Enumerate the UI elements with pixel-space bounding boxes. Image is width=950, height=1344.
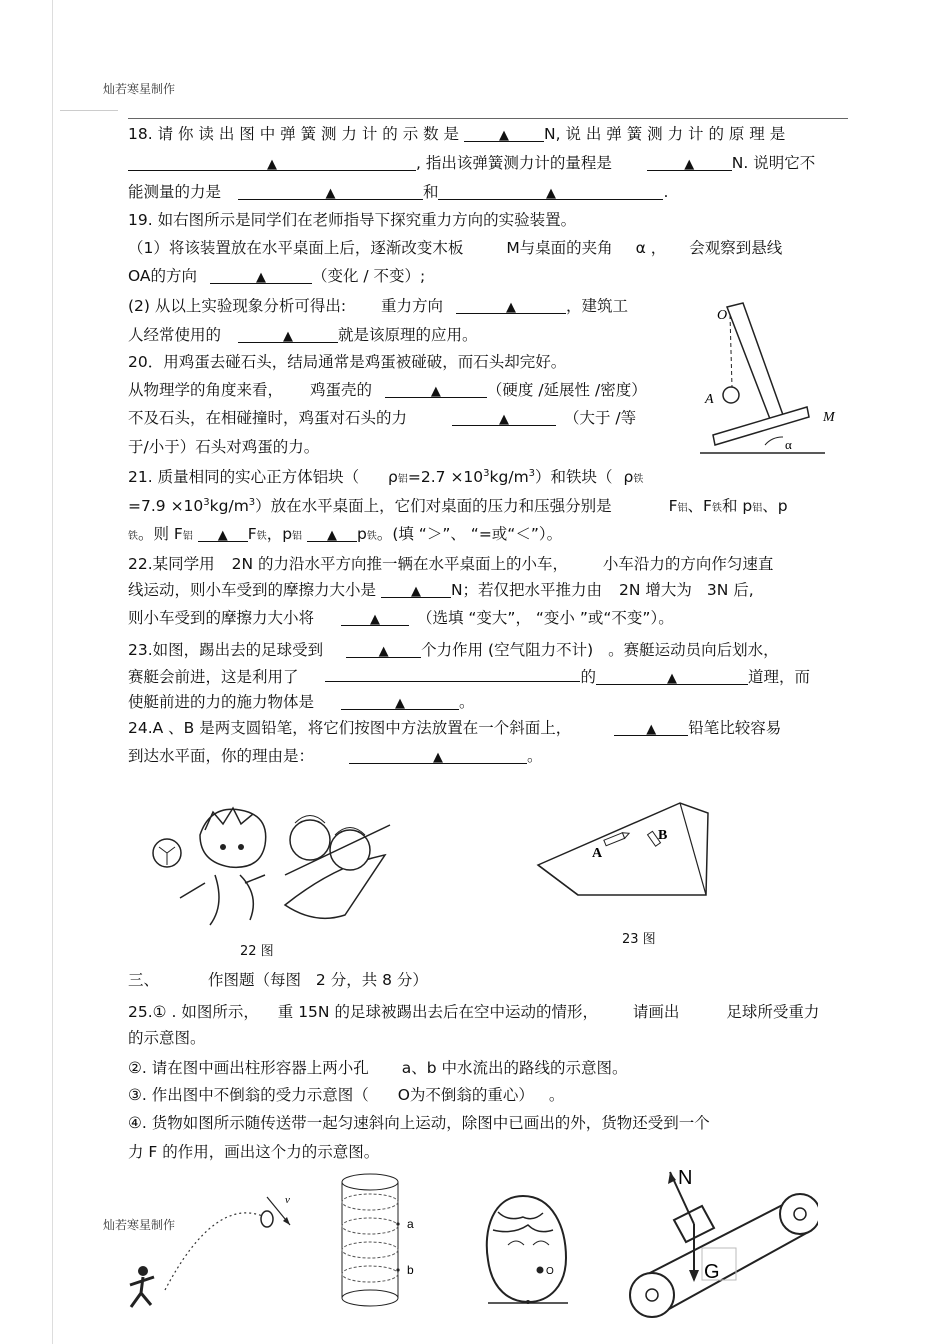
text: 不及石头，在相碰撞时，鸡蛋对石头的力 <box>128 409 408 427</box>
text: 。(填 “＞”、 “=或“＜”）。 <box>376 525 563 543</box>
trajectory-path <box>165 1213 265 1290</box>
q20-line2 <box>128 380 647 400</box>
text: 铝 <box>397 474 408 486</box>
text: 三、 <box>128 971 160 989</box>
marker: ▲ <box>369 612 380 627</box>
answer-blank <box>238 182 423 200</box>
slope-body <box>538 803 708 895</box>
text: ρ <box>388 468 398 487</box>
text: 会观察到悬线 <box>689 239 783 257</box>
fig25-conveyor <box>622 1158 818 1330</box>
label-a: A <box>705 392 714 407</box>
answer-blank <box>438 182 663 200</box>
text: ②. 请在图中画出柱形容器上两小孔 <box>128 1059 369 1077</box>
label-o: O <box>717 308 728 323</box>
pulley-hub <box>794 1208 806 1220</box>
marker: ▲ <box>498 412 509 427</box>
q22-line2 <box>128 580 754 600</box>
kicker-head <box>138 1266 148 1276</box>
answer-blank <box>614 718 688 736</box>
q25-line5: ④. 货物如图所示随传送带一起匀速斜向上运动，除图中已画出的外，货物还受到一个 <box>128 1114 710 1132</box>
q23-line2 <box>128 664 810 687</box>
text: ，p <box>266 525 293 543</box>
text: 。则 F <box>138 525 183 543</box>
marker: ▲ <box>282 329 293 344</box>
label-o: O <box>546 1266 554 1277</box>
text: 18. 请 你 读 出 图 中 弹 簧 测 力 计 的 示 数 是 <box>128 125 460 143</box>
q25-line2: 的示意图。 <box>128 1029 206 1047</box>
text: 。 <box>526 747 543 765</box>
text: =2.7 ×10 <box>407 468 484 487</box>
water-level <box>342 1242 398 1258</box>
text: 2 分，共 8 分） <box>315 971 428 989</box>
q19-line1: 19. 如右图所示是同学们在老师指导下探究重力方向的实验装置。 <box>128 211 577 229</box>
short-rule <box>60 110 118 111</box>
header-rule <box>128 118 848 119</box>
q18-line1 <box>128 124 785 144</box>
text: 23.如图，踢出去的足球受到 <box>128 641 324 659</box>
text: 21. 质量相同的实心正方体铝块（ <box>128 468 360 487</box>
answer-blank <box>452 408 556 426</box>
text: （1）将该装置放在水平桌面上后，逐渐改变木板 <box>128 239 464 257</box>
label-g: G <box>704 1261 720 1283</box>
q20-line4: 于/小于）石头对鸡蛋的力。 <box>128 438 320 456</box>
text: α ， <box>635 239 667 257</box>
q24-line2 <box>128 746 542 766</box>
answer-blank <box>596 667 748 685</box>
marker: ▲ <box>432 750 443 765</box>
text: N, 说 出 弹 簧 测 力 计 的 原 理 是 <box>544 125 786 143</box>
text: 小车沿力的方向作匀速直 <box>602 555 774 573</box>
q23-line1 <box>128 640 779 660</box>
answer-blank <box>464 124 544 142</box>
text: 2N 增大为 <box>619 581 692 599</box>
boat <box>285 855 385 918</box>
marker: ▲ <box>326 528 337 543</box>
text: 使艇前进的力的施力物体是 <box>128 693 315 711</box>
watermark-top: 灿若寒星制作 <box>103 82 176 96</box>
text: 。赛艇运动员向后划水， <box>608 641 779 659</box>
fig22-cartoons <box>145 795 395 935</box>
text: 铁 <box>256 531 267 542</box>
gravity-direction-apparatus <box>695 295 845 465</box>
text: 。 <box>458 693 475 711</box>
text: 请画出 <box>632 1003 680 1021</box>
force-g-arrow-head <box>689 1270 699 1282</box>
belt-top <box>644 1196 800 1276</box>
text: ）放在水平桌面上，它们对桌面的压力和压强分别是 <box>255 497 612 516</box>
text: 3 <box>483 468 490 479</box>
marker: ▲ <box>394 696 405 711</box>
answer-blank <box>341 608 409 626</box>
text: 线运动，则小车受到的摩擦力大小是 <box>128 581 377 599</box>
answer-blank <box>349 746 527 764</box>
q18-line2 <box>128 153 815 173</box>
text: “变小 ”或“不变”）。 <box>535 609 674 627</box>
text: 人经常使用的 <box>128 326 222 344</box>
q18-line3 <box>128 182 668 202</box>
text: N；若仅把水平推力由 <box>450 581 603 599</box>
string-oa <box>730 315 732 387</box>
text: , 指出该弹簧测力计的量程是 <box>416 154 612 172</box>
text: 铁 <box>633 474 644 486</box>
answer-blank <box>341 692 459 710</box>
fig23-caption: 23 图 <box>622 932 656 947</box>
q25-line3 <box>128 1058 627 1078</box>
answer-blank <box>198 524 248 542</box>
pulley-hub <box>646 1289 658 1301</box>
text: 22.某同学用 <box>128 555 215 573</box>
fig22-caption: 22 图 <box>240 944 274 959</box>
marker: ▲ <box>666 671 677 686</box>
weight-ball <box>723 387 739 403</box>
text: 3 <box>248 497 256 508</box>
marker: ▲ <box>684 157 695 172</box>
answer-blank <box>210 266 312 284</box>
answer-blank <box>385 380 487 398</box>
text: 重力方向 <box>381 297 444 315</box>
answer-blank <box>128 153 416 171</box>
q22-line1 <box>128 554 773 574</box>
fig25-ball-trajectory <box>125 1185 310 1315</box>
text: ，建筑工 <box>566 297 629 315</box>
marker: ▲ <box>499 128 509 143</box>
section3-title <box>128 970 428 990</box>
fig23-slope <box>530 795 720 905</box>
marker: ▲ <box>217 528 228 543</box>
text: 、F <box>687 497 712 516</box>
label-v: v <box>285 1194 290 1206</box>
label-a: a <box>407 1217 414 1231</box>
text: 铅笔比较容易 <box>688 719 782 737</box>
text: a、b 中水流出的路线的示意图。 <box>401 1059 628 1077</box>
cylinder-top <box>342 1174 398 1190</box>
text: ρ <box>623 468 634 487</box>
q23-line3 <box>128 692 474 712</box>
text: OA的方向 <box>128 267 198 285</box>
kicker-eye <box>238 844 244 850</box>
text: F <box>247 525 257 543</box>
water-level <box>342 1194 398 1210</box>
cylinder-bottom <box>342 1290 398 1306</box>
center-of-gravity <box>537 1267 544 1274</box>
text: p <box>356 525 367 543</box>
text: ③. 作出图中不倒翁的受力示意图（ <box>128 1086 369 1104</box>
marker: ▲ <box>430 384 441 399</box>
kicker-body <box>180 875 265 925</box>
q24-line1 <box>128 718 781 738</box>
text: 赛艇会前进，这是利用了 <box>128 668 299 686</box>
q25-line6: 力 F 的作用，画出这个力的示意图。 <box>128 1143 380 1161</box>
text: 到达水平面，你的理由是： <box>128 747 315 765</box>
answer-blank <box>238 325 338 343</box>
text: 铝 <box>677 503 688 515</box>
marker: ▲ <box>255 270 266 285</box>
text: （变化 / 不变）; <box>311 267 426 285</box>
text: F <box>668 497 678 516</box>
text: 3 <box>528 468 536 479</box>
text: =7.9 ×10 <box>128 497 204 516</box>
q20-line3 <box>128 408 636 428</box>
answer-blank <box>456 296 566 314</box>
label-pencil-b: B <box>658 828 668 843</box>
text: 道理，而 <box>747 668 810 686</box>
answer-blank <box>325 664 580 682</box>
contact-point <box>526 1300 530 1304</box>
board-m <box>713 407 809 445</box>
q22-line3 <box>128 608 674 628</box>
text: 和 p <box>721 497 753 516</box>
marker: ▲ <box>267 157 277 172</box>
text: M与桌面的夹角 <box>506 239 613 257</box>
label-alpha: α <box>785 437 792 452</box>
text: N. 说明它不 <box>731 154 816 172</box>
answer-blank <box>307 524 357 542</box>
marker: ▲ <box>378 644 389 659</box>
fig25-cylinder <box>335 1168 425 1318</box>
q20-line1: 20．用鸡蛋去碰石头，结局通常是鸡蛋被碰破，而石头却完好。 <box>128 353 567 371</box>
answer-blank <box>647 153 732 171</box>
q19-line5 <box>128 325 477 345</box>
rower-head <box>290 820 330 860</box>
kicker-figure <box>130 1277 154 1307</box>
angle-arc <box>765 437 783 445</box>
text: 就是该原理的应用。 <box>337 326 478 344</box>
text: （大于 /等 <box>563 409 637 427</box>
label-m: M <box>823 410 835 425</box>
watermark-bottom: 灿若寒星制作 <box>103 1218 176 1232</box>
marker: ▲ <box>410 584 421 599</box>
answer-blank <box>346 640 421 658</box>
q25-line4 <box>128 1085 564 1105</box>
text: 个力作用 (空气阻力不计) <box>421 641 594 659</box>
text: (2) 从以上实验现象分析可得出: <box>128 297 347 315</box>
text: 铁 <box>128 531 138 542</box>
water-level <box>342 1218 398 1234</box>
text: 铁 <box>366 531 377 542</box>
text: 铝 <box>182 531 193 542</box>
text: 作图题（每图 <box>207 971 301 989</box>
text: 和 <box>422 183 439 201</box>
text: 的 <box>580 668 596 686</box>
text: 25.① . 如图所示， <box>128 1003 259 1021</box>
text: 从物理学的角度来看， <box>128 381 284 399</box>
q21-line1 <box>128 464 643 490</box>
text: 铝 <box>292 531 303 542</box>
text: 2N 的力沿水平方向推一辆在水平桌面上的小车， <box>231 555 568 573</box>
kicker-eye <box>220 844 226 850</box>
text: 3 <box>203 497 210 508</box>
text: 鸡蛋壳的 <box>309 381 372 399</box>
label-b: b <box>407 1263 414 1277</box>
text: （硬度 /延展性 /密度） <box>486 381 647 399</box>
q19-line3 <box>128 266 425 286</box>
q19-line2 <box>128 238 782 258</box>
text: ）和铁块（ <box>535 468 613 487</box>
text: 铁 <box>711 503 722 515</box>
text: 足球所受重力 <box>726 1003 820 1021</box>
marker: ▲ <box>646 722 657 737</box>
text: 3N 后, <box>706 581 754 599</box>
text: 则小车受到的摩擦力大小将 <box>128 609 315 627</box>
text: O为不倒翁的重心） <box>397 1086 534 1104</box>
text: kg/m <box>489 468 529 487</box>
text: 重 15N 的足球被踢出去后在空中运动的情形， <box>277 1003 598 1021</box>
text: kg/m <box>209 497 249 516</box>
q25-line1 <box>128 1002 819 1022</box>
label-n: N <box>678 1167 693 1189</box>
water-level <box>342 1266 398 1282</box>
answer-blank <box>381 580 451 598</box>
q21-line2 <box>128 493 788 519</box>
q21-line3 <box>128 524 562 547</box>
text: 能测量的力是 <box>128 183 222 201</box>
text: 。 <box>548 1086 565 1104</box>
margin-line <box>52 0 53 1344</box>
text: （选填 “变大”， <box>416 609 531 627</box>
marker: ▲ <box>325 186 336 201</box>
text: 、p <box>762 497 788 516</box>
text: 铝 <box>752 503 763 515</box>
ball <box>261 1211 273 1227</box>
marker: ▲ <box>545 186 556 201</box>
text: 24.A 、B 是两支圆铅笔，将它们按图中方法放置在一个斜面上， <box>128 719 572 737</box>
fig25-tumbler <box>478 1190 578 1315</box>
hole-b <box>396 1268 399 1271</box>
q19-line4 <box>128 296 628 316</box>
marker: ▲ <box>506 300 516 315</box>
label-pencil-a: A <box>592 846 603 861</box>
hole-a <box>396 1222 399 1225</box>
text: . <box>663 183 669 201</box>
